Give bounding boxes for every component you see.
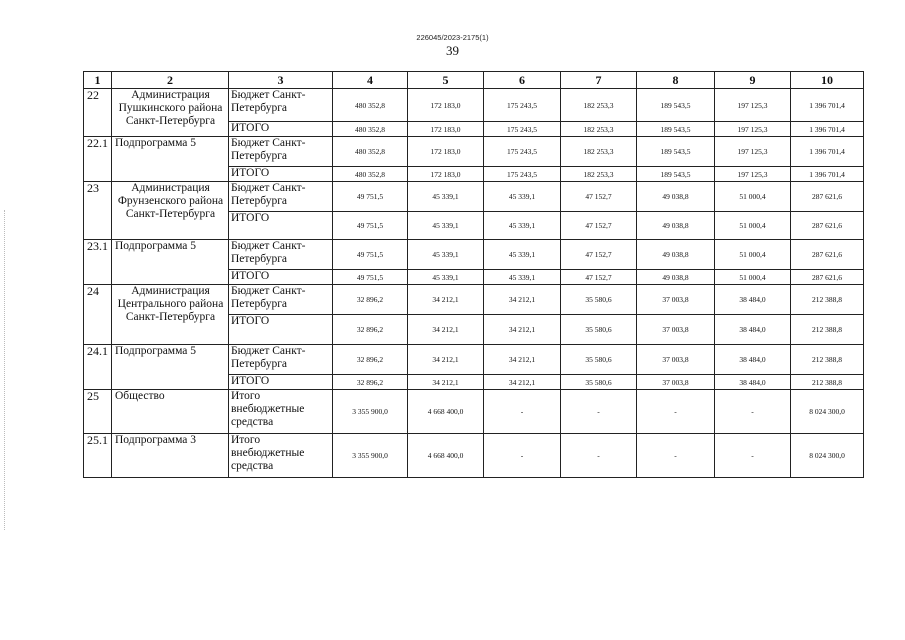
value-cell: 287 621,6	[791, 182, 864, 212]
funding-source-cell: Бюджет Санкт-Петербурга	[229, 285, 333, 315]
value-cell: 189 543,5	[637, 137, 715, 167]
value-cell: 45 339,1	[484, 270, 561, 285]
value-cell: 35 580,6	[561, 315, 637, 345]
organization-cell: Подпрограмма 5	[112, 240, 229, 285]
value-cell: -	[484, 434, 561, 478]
funding-source-cell: Бюджет Санкт-Петербурга	[229, 137, 333, 167]
value-cell: 8 024 300,0	[791, 434, 864, 478]
value-cell: 480 352,8	[333, 137, 408, 167]
value-cell: 212 388,8	[791, 345, 864, 375]
value-cell: 38 484,0	[715, 315, 791, 345]
value-cell: 38 484,0	[715, 285, 791, 315]
value-cell: 47 152,7	[561, 212, 637, 240]
value-cell: 172 183,0	[408, 137, 484, 167]
funding-source-cell: Бюджет Санкт-Петербурга	[229, 89, 333, 122]
value-cell: 34 212,1	[484, 315, 561, 345]
funding-source-cell: Бюджет Санкт-Петербурга	[229, 240, 333, 270]
funding-source-cell: ИТОГО	[229, 122, 333, 137]
row-number-cell: 22	[84, 89, 112, 137]
value-cell: 189 543,5	[637, 167, 715, 182]
value-cell: 34 212,1	[484, 375, 561, 390]
header-cell: 8	[637, 72, 715, 89]
row-number-cell: 24	[84, 285, 112, 345]
value-cell: -	[715, 434, 791, 478]
value-cell: 182 253,3	[561, 89, 637, 122]
value-cell: 182 253,3	[561, 122, 637, 137]
value-cell: 480 352,8	[333, 89, 408, 122]
value-cell: 49 751,5	[333, 240, 408, 270]
value-cell: 175 243,5	[484, 167, 561, 182]
value-cell: 45 339,1	[484, 212, 561, 240]
organization-cell: Подпрограмма 5	[112, 345, 229, 390]
value-cell: 34 212,1	[408, 285, 484, 315]
value-cell: 32 896,2	[333, 345, 408, 375]
header-cell: 10	[791, 72, 864, 89]
value-cell: 1 396 701,4	[791, 122, 864, 137]
funding-source-cell: Итого внебюджетные средства	[229, 390, 333, 434]
table-row	[84, 89, 864, 122]
value-cell: 51 000,4	[715, 240, 791, 270]
value-cell: 35 580,6	[561, 375, 637, 390]
value-cell: 175 243,5	[484, 89, 561, 122]
value-cell: 175 243,5	[484, 122, 561, 137]
value-cell: 480 352,8	[333, 122, 408, 137]
organization-cell: Подпрограмма 5	[112, 137, 229, 182]
value-cell: 47 152,7	[561, 240, 637, 270]
document-id: 226045/2023-2175(1)	[416, 33, 489, 42]
value-cell: 35 580,6	[561, 285, 637, 315]
value-cell: 4 668 400,0	[408, 434, 484, 478]
organization-cell: Общество	[112, 390, 229, 434]
value-cell: 49 038,8	[637, 240, 715, 270]
value-cell: 38 484,0	[715, 345, 791, 375]
value-cell: 51 000,4	[715, 212, 791, 240]
value-cell: 45 339,1	[484, 182, 561, 212]
value-cell: 212 388,8	[791, 375, 864, 390]
header-cell: 5	[408, 72, 484, 89]
organization-cell: Администрация Пушкинского района Санкт-Петербурга	[112, 89, 229, 137]
value-cell: 3 355 900,0	[333, 434, 408, 478]
value-cell: 34 212,1	[484, 285, 561, 315]
value-cell: 45 339,1	[408, 240, 484, 270]
value-cell: 45 339,1	[408, 212, 484, 240]
value-cell: 4 668 400,0	[408, 390, 484, 434]
header-row	[84, 72, 864, 89]
funding-source-cell: ИТОГО	[229, 270, 333, 285]
funding-source-cell: ИТОГО	[229, 212, 333, 240]
value-cell: 32 896,2	[333, 375, 408, 390]
value-cell: -	[637, 390, 715, 434]
row-number-cell: 22.1	[84, 137, 112, 182]
table-row	[84, 182, 864, 212]
table-body	[84, 72, 864, 478]
header-cell: 9	[715, 72, 791, 89]
funding-source-cell: Бюджет Санкт-Петербурга	[229, 345, 333, 375]
value-cell: 37 003,8	[637, 285, 715, 315]
row-number-cell: 24.1	[84, 345, 112, 390]
value-cell: 49 751,5	[333, 212, 408, 240]
value-cell: 212 388,8	[791, 315, 864, 345]
scan-margin-marks	[4, 210, 7, 530]
value-cell: 49 751,5	[333, 182, 408, 212]
value-cell: 212 388,8	[791, 285, 864, 315]
row-number-cell: 25.1	[84, 434, 112, 478]
organization-cell: Подпрограмма 3	[112, 434, 229, 478]
value-cell: 480 352,8	[333, 167, 408, 182]
value-cell: 172 183,0	[408, 122, 484, 137]
value-cell: 1 396 701,4	[791, 89, 864, 122]
funding-source-cell: Бюджет Санкт-Петербурга	[229, 182, 333, 212]
value-cell: 3 355 900,0	[333, 390, 408, 434]
value-cell: 37 003,8	[637, 315, 715, 345]
value-cell: 182 253,3	[561, 167, 637, 182]
value-cell: 189 543,5	[637, 89, 715, 122]
value-cell: 38 484,0	[715, 375, 791, 390]
value-cell: 287 621,6	[791, 270, 864, 285]
table-row	[84, 390, 864, 434]
value-cell: 47 152,7	[561, 182, 637, 212]
value-cell: -	[637, 434, 715, 478]
value-cell: 175 243,5	[484, 137, 561, 167]
table-row	[84, 345, 864, 375]
value-cell: 51 000,4	[715, 182, 791, 212]
value-cell: 172 183,0	[408, 89, 484, 122]
budget-table	[83, 71, 864, 478]
value-cell: 45 339,1	[408, 270, 484, 285]
value-cell: 197 125,3	[715, 137, 791, 167]
value-cell: 37 003,8	[637, 375, 715, 390]
header-cell: 4	[333, 72, 408, 89]
table-row	[84, 240, 864, 270]
value-cell: 49 038,8	[637, 270, 715, 285]
value-cell: 34 212,1	[408, 315, 484, 345]
value-cell: 49 038,8	[637, 182, 715, 212]
funding-source-cell: ИТОГО	[229, 167, 333, 182]
value-cell: 34 212,1	[408, 345, 484, 375]
header-cell: 2	[112, 72, 229, 89]
table-row	[84, 434, 864, 478]
value-cell: -	[484, 390, 561, 434]
funding-source-cell: Итого внебюджетные средства	[229, 434, 333, 478]
value-cell: 49 038,8	[637, 212, 715, 240]
value-cell: -	[561, 390, 637, 434]
value-cell: 34 212,1	[484, 345, 561, 375]
value-cell: 189 543,5	[637, 122, 715, 137]
row-number-cell: 23	[84, 182, 112, 240]
header-cell: 3	[229, 72, 333, 89]
header-cell: 7	[561, 72, 637, 89]
value-cell: 197 125,3	[715, 89, 791, 122]
value-cell: 45 339,1	[408, 182, 484, 212]
value-cell: 51 000,4	[715, 270, 791, 285]
value-cell: 32 896,2	[333, 315, 408, 345]
value-cell: 34 212,1	[408, 375, 484, 390]
value-cell: 1 396 701,4	[791, 137, 864, 167]
header-cell: 6	[484, 72, 561, 89]
row-number-cell: 23.1	[84, 240, 112, 285]
row-number-cell: 25	[84, 390, 112, 434]
value-cell: 197 125,3	[715, 167, 791, 182]
value-cell: 182 253,3	[561, 137, 637, 167]
value-cell: 37 003,8	[637, 345, 715, 375]
organization-cell: Администрация Центрального района Санкт-Петербурга	[112, 285, 229, 345]
value-cell: 32 896,2	[333, 285, 408, 315]
value-cell: -	[561, 434, 637, 478]
organization-cell: Администрация Фрунзенского района Санкт-Петербурга	[112, 182, 229, 240]
value-cell: 35 580,6	[561, 345, 637, 375]
page-number: 39	[446, 43, 459, 58]
value-cell: 47 152,7	[561, 270, 637, 285]
table-row	[84, 285, 864, 315]
funding-source-cell: ИТОГО	[229, 315, 333, 345]
funding-source-cell: ИТОГО	[229, 375, 333, 390]
value-cell: 197 125,3	[715, 122, 791, 137]
table-row	[84, 137, 864, 167]
value-cell: 49 751,5	[333, 270, 408, 285]
value-cell: 172 183,0	[408, 167, 484, 182]
value-cell: -	[715, 390, 791, 434]
value-cell: 8 024 300,0	[791, 390, 864, 434]
header-cell: 1	[84, 72, 112, 89]
value-cell: 45 339,1	[484, 240, 561, 270]
value-cell: 287 621,6	[791, 240, 864, 270]
value-cell: 1 396 701,4	[791, 167, 864, 182]
value-cell: 287 621,6	[791, 212, 864, 240]
